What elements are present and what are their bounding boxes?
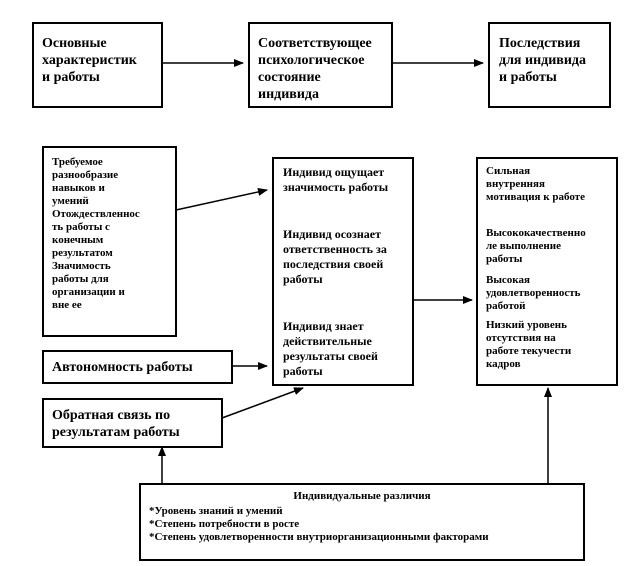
result-motivation: Сильная внутренняя мотивация к работе (486, 165, 585, 203)
result-low-absence: Низкий уровень отсутствия на работе текучести кадров (486, 319, 572, 370)
differences-title: Индивидуальные различия (293, 490, 431, 502)
characteristics-box (32, 22, 163, 108)
result-quality: Высококачественно ле выполнение работы (486, 227, 586, 265)
individual-states-box (272, 157, 414, 386)
results-box (476, 157, 618, 386)
psych-state-text: Соответствующее психологическое состояние индивида (258, 36, 372, 102)
difference-item: *Степень удовлетворенности внутриорганизационными факторами (149, 531, 489, 543)
difference-item: *Степень потребности в росте (149, 518, 300, 530)
feedback-text: Обратная связь по результатам работы (52, 408, 180, 440)
autonomy-box (42, 350, 233, 384)
state-results-knowledge: Индивид знает действительные результаты своей работы (283, 319, 378, 378)
state-significance: Индивид ощущает значимость работы (283, 165, 389, 194)
characteristics-text: Основные характеристик и работы (42, 36, 137, 85)
difference-item: *Уровень знаний и умений (149, 505, 283, 517)
individual-differences-box (139, 483, 585, 561)
skills-text: Требуемое разнообразие навыков и умений Отождествленнос ть работы с конечным результатом Значимость работы для организации и вне ее (52, 156, 140, 311)
differences-list (149, 505, 489, 544)
autonomy-text: Автономность работы (52, 360, 193, 375)
outcomes-box (488, 22, 611, 108)
feedback-box (42, 398, 223, 448)
outcomes-text: Последствия для индивида и работы (499, 36, 587, 85)
state-responsibility: Индивид осознает ответственность за последствия своей работы (283, 227, 387, 286)
result-satisfaction: Высокая удовлетворенность работой (486, 274, 581, 312)
arrow-feedback-to-individual (222, 388, 303, 418)
psych-state-box (248, 22, 393, 108)
skills-box (42, 146, 177, 337)
arrow-skills-to-individual (176, 190, 267, 210)
